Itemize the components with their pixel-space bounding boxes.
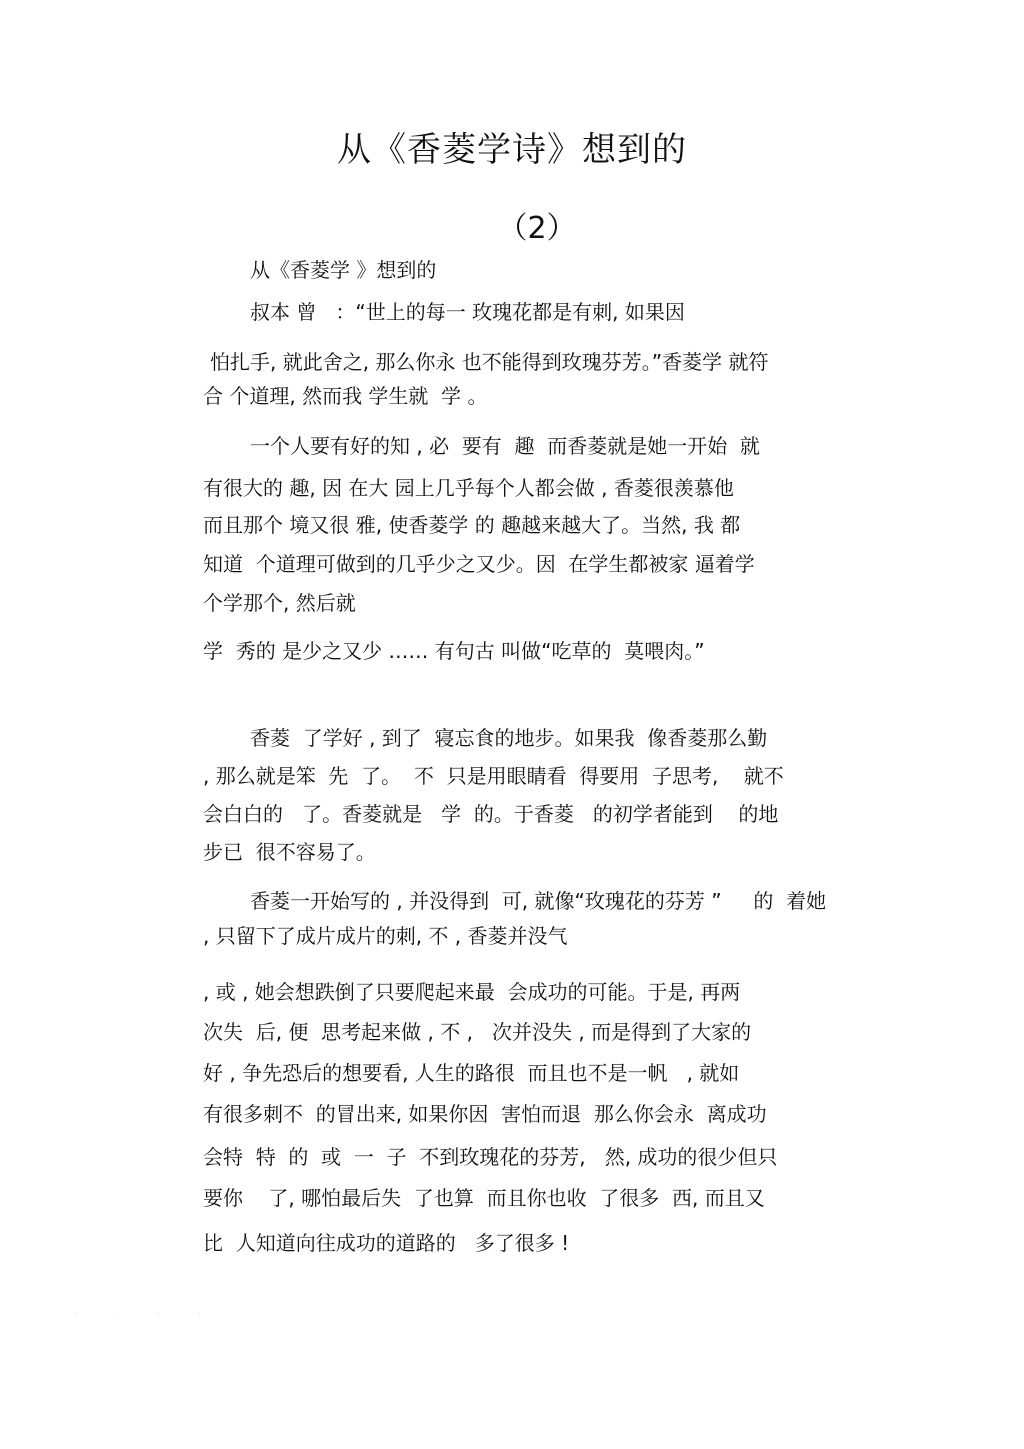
text-line: 合 个道理, 然而我 学生就 学 。 <box>203 384 488 408</box>
text-line: 好 , 争先恐后的想要看, 人生的路很 而且也不是一帆 , 就如 <box>203 1061 740 1085</box>
text-line: 会特 特 的 或 一 子 不到玫瑰花的芬芳, 然, 成功的很少但只 <box>203 1145 778 1169</box>
text-line: 步已 很不容易了。 <box>203 840 376 864</box>
text-line: 香菱一开始写的 , 并没得到 可, 就像“玫瑰花的芬芳 ” 的 着她 <box>250 889 827 913</box>
text-line: 学 秀的 是少之又少 …… 有句古 叫做“吃草的 莫喂肉。” <box>203 639 705 663</box>
document-subtitle: （2） <box>497 211 577 246</box>
text-line: 比 人知道向往成功的道路的 多了很多 ! <box>203 1231 570 1255</box>
text-line: 有很多刺不 的冒出来, 如果你因 害怕而退 那么你会永 离成功 <box>203 1102 767 1126</box>
text-line: , 或 , 她会想跌倒了只要爬起来最 会成功的可能。于是, 再两 <box>203 980 741 1004</box>
text-line: 有很大的 趣, 因 在大 园上几乎每个人都会做 , 香菱很羡慕他 <box>203 476 734 500</box>
text-line: 会白白的 了。香菱就是 学 的。于香菱 的初学者能到 的地 <box>203 802 779 826</box>
text-line: 而且那个 境又很 雅, 使香菱学 的 趣越来越大了。当然, 我 都 <box>203 513 741 537</box>
text-line: 知道 个道理可做到的几乎少之又少。因 在学生都被家 逼着学 <box>203 552 755 576</box>
text-line: , 只留下了成片成片的刺, 不 , 香菱并没气 <box>203 924 568 948</box>
text-line: 怕扎手, 就此舍之, 那么你永 也不能得到玫瑰芬芳。”香菱学 就符 <box>210 350 769 374</box>
text-line: 叔本 曾 ：“世上的每一 玫瑰花都是有刺, 如果因 <box>250 300 685 324</box>
text-line: 香菱 了学好 , 到了 寝忘食的地步。如果我 像香菱那么勤 <box>250 726 768 750</box>
text-line: 要你 了, 哪怕最后失 了也算 而且你也收 了很多 西, 而且又 <box>203 1186 765 1210</box>
document-title: 从《香菱学诗》想到的 <box>337 130 687 170</box>
text-line: 一个人要有好的知 , 必 要有 趣 而香菱就是她一开始 就 <box>250 434 760 458</box>
text-line: 从《香菱学 》想到的 <box>250 258 437 282</box>
text-line: 次失 后, 便 思考起来做 , 不 , 次并没失 , 而是得到了大家的 <box>203 1020 752 1044</box>
text-line: , 那么就是笨 先 了。 不 只是用眼睛看 得要用 子思考, 就不 <box>203 764 784 788</box>
footer-dots: · · · · <box>75 1310 219 1319</box>
text-line: 个学那个, 然后就 <box>203 591 356 615</box>
